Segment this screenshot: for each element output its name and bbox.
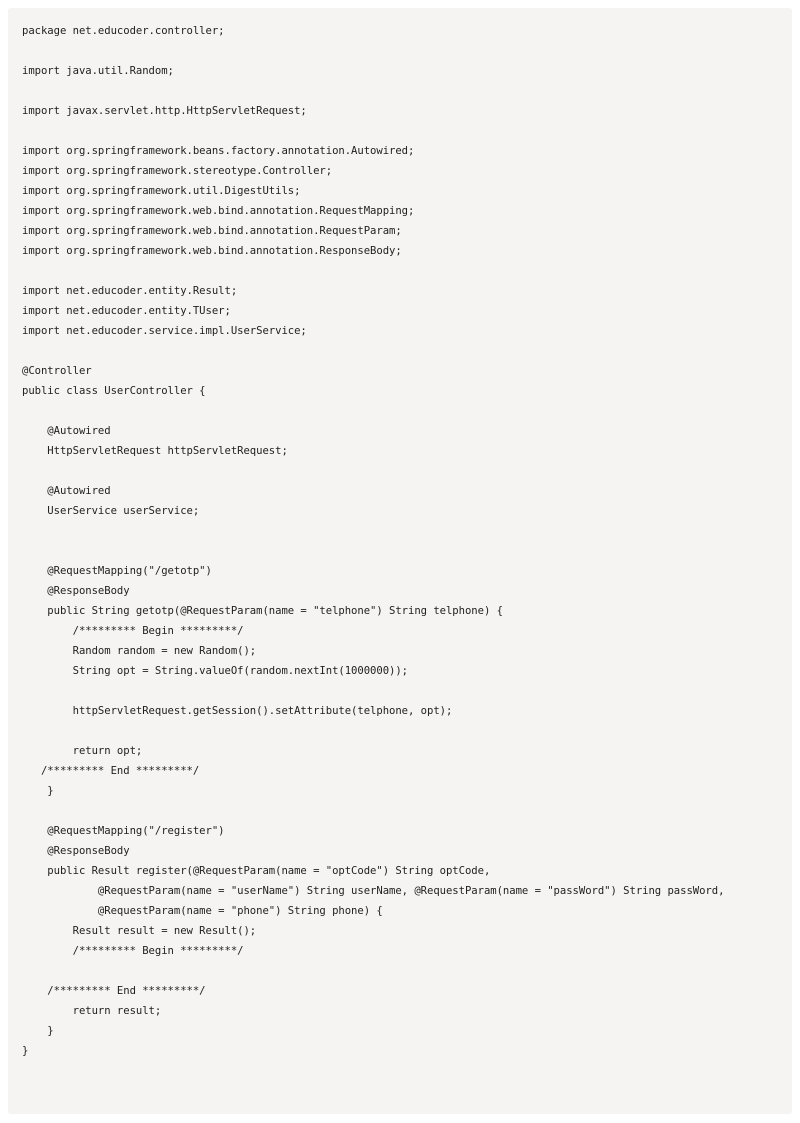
code-line xyxy=(22,961,792,981)
code-line xyxy=(22,261,792,281)
code-line: } xyxy=(22,785,54,797)
code-lines xyxy=(22,21,792,1061)
code-line: import org.springframework.web.bind.annotation.RequestParam; xyxy=(22,225,402,237)
code-line: return result; xyxy=(22,1005,162,1017)
code-line: import net.educoder.service.impl.UserService; xyxy=(22,325,307,337)
code-line: import org.springframework.stereotype.Controller; xyxy=(22,165,333,177)
code-line: public Result register(@RequestParam(name = "optCode") String optCode, xyxy=(22,865,491,877)
code-line xyxy=(22,541,792,561)
code-line: /********* End *********/ xyxy=(22,985,206,997)
code-line: public class UserController { xyxy=(22,385,206,397)
code-line xyxy=(22,121,792,141)
code-line: import org.springframework.web.bind.annotation.ResponseBody; xyxy=(22,245,402,257)
code-line xyxy=(22,341,792,361)
code-line: @RequestMapping("/register") xyxy=(22,825,225,837)
code-line: import org.springframework.util.DigestUtils; xyxy=(22,185,301,197)
code-line: UserService userService; xyxy=(22,505,200,517)
code-line xyxy=(22,81,792,101)
code-line: httpServletRequest.getSession().setAttribute(telphone, opt); xyxy=(22,705,453,717)
code-line: } xyxy=(22,1025,54,1037)
code-line: Result result = new Result(); xyxy=(22,925,257,937)
code-line xyxy=(22,521,792,541)
code-line: @Autowired xyxy=(22,425,111,437)
code-line xyxy=(22,401,792,421)
code-line xyxy=(22,721,792,741)
code-line: return opt; xyxy=(22,745,143,757)
code-line xyxy=(22,681,792,701)
code-line: @RequestMapping("/getotp") xyxy=(22,565,212,577)
code-line: /********* End *********/ xyxy=(22,765,200,777)
code-line: @Autowired xyxy=(22,485,111,497)
code-line xyxy=(22,801,792,821)
code-line: String opt = String.valueOf(random.nextInt(1000000)); xyxy=(22,665,409,677)
code-line: @RequestParam(name = "phone") String phone) { xyxy=(22,905,383,917)
code-line: import org.springframework.web.bind.annotation.RequestMapping; xyxy=(22,205,415,217)
code-block xyxy=(8,8,792,1114)
code-line: Random random = new Random(); xyxy=(22,645,257,657)
code-line: /********* Begin *********/ xyxy=(22,625,244,637)
code-line: import org.springframework.beans.factory.annotation.Autowired; xyxy=(22,145,415,157)
code-line: /********* Begin *********/ xyxy=(22,945,244,957)
code-line: @Controller xyxy=(22,365,92,377)
code-line: } xyxy=(22,1045,29,1057)
code-line: import javax.servlet.http.HttpServletRequest; xyxy=(22,105,307,117)
code-line: import net.educoder.entity.Result; xyxy=(22,285,238,297)
code-line: import java.util.Random; xyxy=(22,65,174,77)
code-line: HttpServletRequest httpServletRequest; xyxy=(22,445,288,457)
code-line xyxy=(22,41,792,61)
code-line: @ResponseBody xyxy=(22,585,130,597)
code-line: import net.educoder.entity.TUser; xyxy=(22,305,231,317)
code-line: package net.educoder.controller; xyxy=(22,25,225,37)
code-line: @ResponseBody xyxy=(22,845,130,857)
code-line xyxy=(22,461,792,481)
code-line: public String getotp(@RequestParam(name = "telphone") String telphone) { xyxy=(22,605,503,617)
code-line: @RequestParam(name = "userName") String userName, @RequestParam(name = "passWord") String passWord, xyxy=(22,885,725,897)
